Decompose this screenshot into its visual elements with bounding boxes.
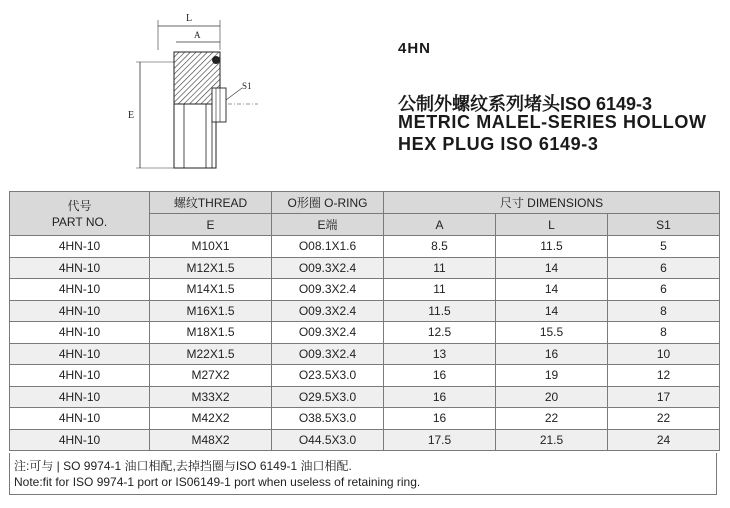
cell-o-ring: O29.5X3.0 — [272, 386, 384, 408]
hex-socket — [212, 88, 226, 122]
cell-part-no: 4HN-10 — [10, 408, 150, 430]
table-row — [10, 386, 720, 408]
table-row — [10, 408, 720, 430]
note-en: Note:fit for ISO 9974-1 port or IS06149-1 port when useless of retaining ring. — [14, 475, 421, 489]
cell-dim-s1: 24 — [608, 429, 720, 451]
cell-part-no: 4HN-10 — [10, 257, 150, 279]
header-dim-l: L — [496, 214, 608, 236]
cell-thread: M12X1.5 — [150, 257, 272, 279]
cell-part-no: 4HN-10 — [10, 365, 150, 387]
table-row — [10, 343, 720, 365]
cell-o-ring: O09.3X2.4 — [272, 343, 384, 365]
table-row — [10, 365, 720, 387]
cell-dim-a: 12.5 — [384, 322, 496, 344]
header-dim-s1: S1 — [608, 214, 720, 236]
cell-dim-l: 11.5 — [496, 236, 608, 258]
header-dim-a: A — [384, 214, 496, 236]
cell-o-ring: O23.5X3.0 — [272, 365, 384, 387]
cell-dim-l: 16 — [496, 343, 608, 365]
cell-o-ring: O09.3X2.4 — [272, 257, 384, 279]
header-oring-e: E端 — [272, 214, 384, 236]
cell-thread: M22X1.5 — [150, 343, 272, 365]
table-row — [10, 300, 720, 322]
cell-dim-l: 15.5 — [496, 322, 608, 344]
spec-table-body — [10, 236, 720, 451]
cell-dim-a: 13 — [384, 343, 496, 365]
dim-label-l: L — [186, 13, 193, 24]
product-title-en-line1: METRIC MALEL-SERIES HOLLOW — [398, 112, 707, 132]
dim-label-e: E — [128, 110, 135, 121]
cell-dim-s1: 10 — [608, 343, 720, 365]
cell-dim-a: 11.5 — [384, 300, 496, 322]
product-title-en-line2: HEX PLUG ISO 6149-3 — [398, 134, 599, 154]
cell-part-no: 4HN-10 — [10, 236, 150, 258]
cell-o-ring: O44.5X3.0 — [272, 429, 384, 451]
product-title-cn: 公制外螺纹系列堵头ISO 6149-3 — [398, 94, 653, 114]
cell-dim-a: 11 — [384, 279, 496, 301]
cell-thread: M48X2 — [150, 429, 272, 451]
spec-table — [9, 191, 720, 451]
cell-dim-s1: 5 — [608, 236, 720, 258]
header-thread: 螺纹THREAD — [150, 192, 272, 214]
plug-technical-drawing — [108, 4, 278, 184]
cell-dim-a: 8.5 — [384, 236, 496, 258]
cell-part-no: 4HN-10 — [10, 279, 150, 301]
table-row — [10, 279, 720, 301]
cell-dim-s1: 17 — [608, 386, 720, 408]
cell-part-no: 4HN-10 — [10, 322, 150, 344]
note-box — [9, 453, 717, 495]
cell-dim-s1: 8 — [608, 322, 720, 344]
header-part-no-en: PART NO. — [51, 214, 108, 229]
table-row — [10, 429, 720, 451]
table-row — [10, 322, 720, 344]
header-thread-e: E — [150, 214, 272, 236]
cell-dim-s1: 6 — [608, 279, 720, 301]
cell-dim-s1: 12 — [608, 365, 720, 387]
cell-dim-l: 14 — [496, 257, 608, 279]
cell-dim-l: 19 — [496, 365, 608, 387]
cell-dim-a: 16 — [384, 365, 496, 387]
cell-dim-a: 16 — [384, 386, 496, 408]
header-part-no-cn: 代号 — [67, 198, 92, 213]
cell-dim-l: 14 — [496, 279, 608, 301]
cell-o-ring: O09.3X2.4 — [272, 322, 384, 344]
header-part-no — [10, 192, 150, 236]
note-cn: 注:可与 | SO 9974-1 油口相配,去掉挡圈与ISO 6149-1 油口相配. — [14, 459, 352, 473]
cell-dim-s1: 22 — [608, 408, 720, 430]
table-row — [10, 236, 720, 258]
header-dimensions: 尺寸 DIMENSIONS — [384, 192, 720, 214]
cell-part-no: 4HN-10 — [10, 386, 150, 408]
cell-part-no: 4HN-10 — [10, 429, 150, 451]
cell-thread: M10X1 — [150, 236, 272, 258]
cell-thread: M42X2 — [150, 408, 272, 430]
cell-thread: M27X2 — [150, 365, 272, 387]
cell-o-ring: O38.5X3.0 — [272, 408, 384, 430]
dim-label-a: A — [194, 30, 201, 40]
cell-dim-l: 21.5 — [496, 429, 608, 451]
cell-dim-s1: 6 — [608, 257, 720, 279]
cell-part-no: 4HN-10 — [10, 300, 150, 322]
dim-label-s1: S1 — [242, 81, 252, 91]
cell-o-ring: O08.1X1.6 — [272, 236, 384, 258]
cell-dim-l: 20 — [496, 386, 608, 408]
cell-thread: M33X2 — [150, 386, 272, 408]
table-row — [10, 257, 720, 279]
cell-thread: M16X1.5 — [150, 300, 272, 322]
o-ring — [212, 56, 220, 64]
cell-o-ring: O09.3X2.4 — [272, 300, 384, 322]
header-oring: O形圈 O-RING — [272, 192, 384, 214]
product-code: 4HN — [398, 40, 432, 57]
cell-dim-a: 11 — [384, 257, 496, 279]
cell-dim-s1: 8 — [608, 300, 720, 322]
product-title-en — [398, 111, 707, 155]
cell-thread: M14X1.5 — [150, 279, 272, 301]
cell-dim-a: 16 — [384, 408, 496, 430]
cell-o-ring: O09.3X2.4 — [272, 279, 384, 301]
cell-thread: M18X1.5 — [150, 322, 272, 344]
cell-dim-l: 14 — [496, 300, 608, 322]
cell-part-no: 4HN-10 — [10, 343, 150, 365]
cell-dim-l: 22 — [496, 408, 608, 430]
cell-dim-a: 17.5 — [384, 429, 496, 451]
